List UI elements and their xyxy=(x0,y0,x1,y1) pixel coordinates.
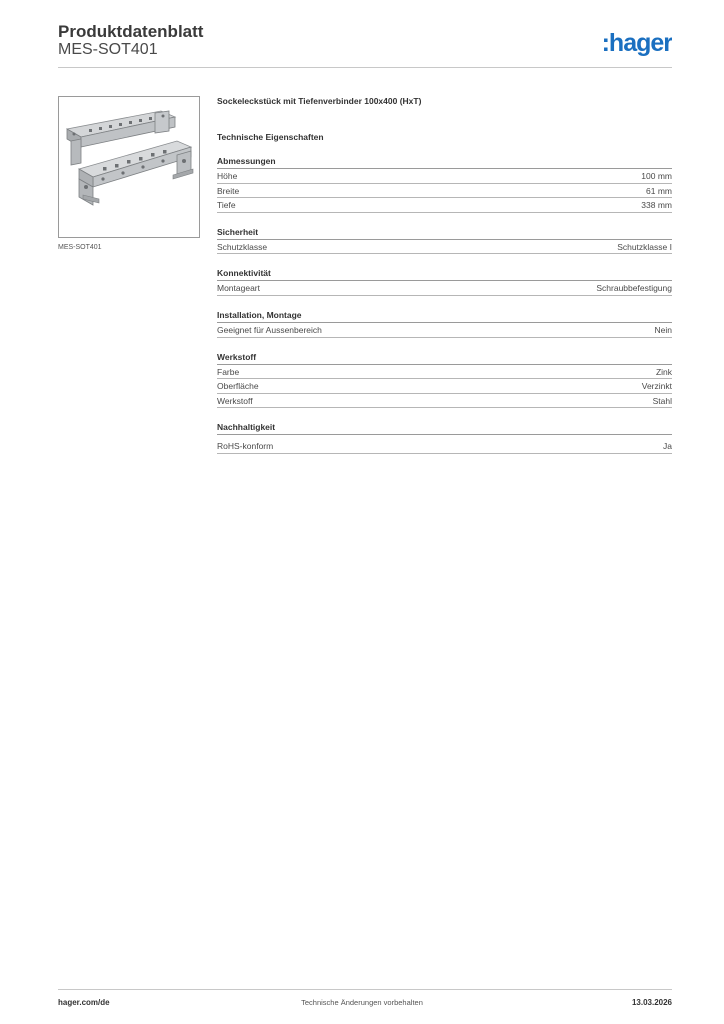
footer-note: Technische Änderungen vorbehalten xyxy=(301,998,423,1007)
section-sicherheit xyxy=(217,226,672,255)
property-label: Geeignet für Aussenbereich xyxy=(217,324,322,335)
property-label: Werkstoff xyxy=(217,395,253,406)
hager-logo-text: :hager xyxy=(601,29,672,57)
property-row xyxy=(217,240,672,255)
property-row xyxy=(217,184,672,199)
section-title: Konnektivität xyxy=(217,267,672,281)
header-divider xyxy=(58,67,672,68)
property-row xyxy=(217,281,672,296)
section-installation-montage xyxy=(217,309,672,338)
property-row xyxy=(217,365,672,380)
footer-divider xyxy=(58,989,672,990)
property-value: Nein xyxy=(654,324,672,335)
property-row xyxy=(217,169,672,184)
section-title: Nachhaltigkeit xyxy=(217,421,672,435)
product-name: Sockeleckstück mit Tiefenverbinder 100x400 (HxT) xyxy=(217,96,422,106)
section-title: Sicherheit xyxy=(217,226,672,240)
product-image xyxy=(58,96,200,238)
property-label: Montageart xyxy=(217,283,260,294)
section-konnektivitaet xyxy=(217,267,672,296)
section-nachhaltigkeit xyxy=(217,421,672,454)
hager-logo xyxy=(588,28,672,58)
property-label: Farbe xyxy=(217,366,240,377)
product-image-bracket-drawing xyxy=(59,97,199,237)
property-value: 61 mm xyxy=(646,185,672,196)
page-header xyxy=(58,20,672,68)
property-value: Schraubbefestigung xyxy=(596,283,672,294)
property-value: Stahl xyxy=(652,395,672,406)
section-abmessungen xyxy=(217,155,672,213)
property-label: Höhe xyxy=(217,171,238,181)
property-value: Verzinkt xyxy=(641,381,672,392)
section-werkstoff xyxy=(217,351,672,409)
properties-heading: Technische Eigenschaften xyxy=(217,132,324,142)
section-title: Installation, Montage xyxy=(217,309,672,323)
property-label: Breite xyxy=(217,185,240,196)
property-value: 338 mm xyxy=(641,200,672,211)
footer-website-link[interactable]: hager.com/de xyxy=(58,998,110,1007)
property-row xyxy=(217,323,672,338)
property-row xyxy=(217,394,672,409)
property-value: Zink xyxy=(655,366,672,377)
section-title: Werkstoff xyxy=(217,351,672,365)
property-row xyxy=(217,379,672,394)
property-label: Tiefe xyxy=(217,200,236,211)
section-title: Abmessungen xyxy=(217,155,672,169)
property-label: Oberfläche xyxy=(217,381,259,392)
document-subtitle: MES-SOT401 xyxy=(58,41,158,58)
property-row xyxy=(217,198,672,213)
product-details xyxy=(217,94,672,467)
property-row xyxy=(217,439,672,454)
property-label: RoHS-konform xyxy=(217,441,274,452)
footer-date: 13.03.2026 xyxy=(631,998,672,1007)
property-value: Ja xyxy=(663,441,672,452)
document-title: Produktdatenblatt xyxy=(58,22,204,41)
product-image-caption: MES-SOT401 xyxy=(58,244,102,251)
property-value: 100 mm xyxy=(641,171,672,181)
property-value: Schutzklasse I xyxy=(617,241,672,252)
property-label: Schutzklasse xyxy=(217,241,268,252)
